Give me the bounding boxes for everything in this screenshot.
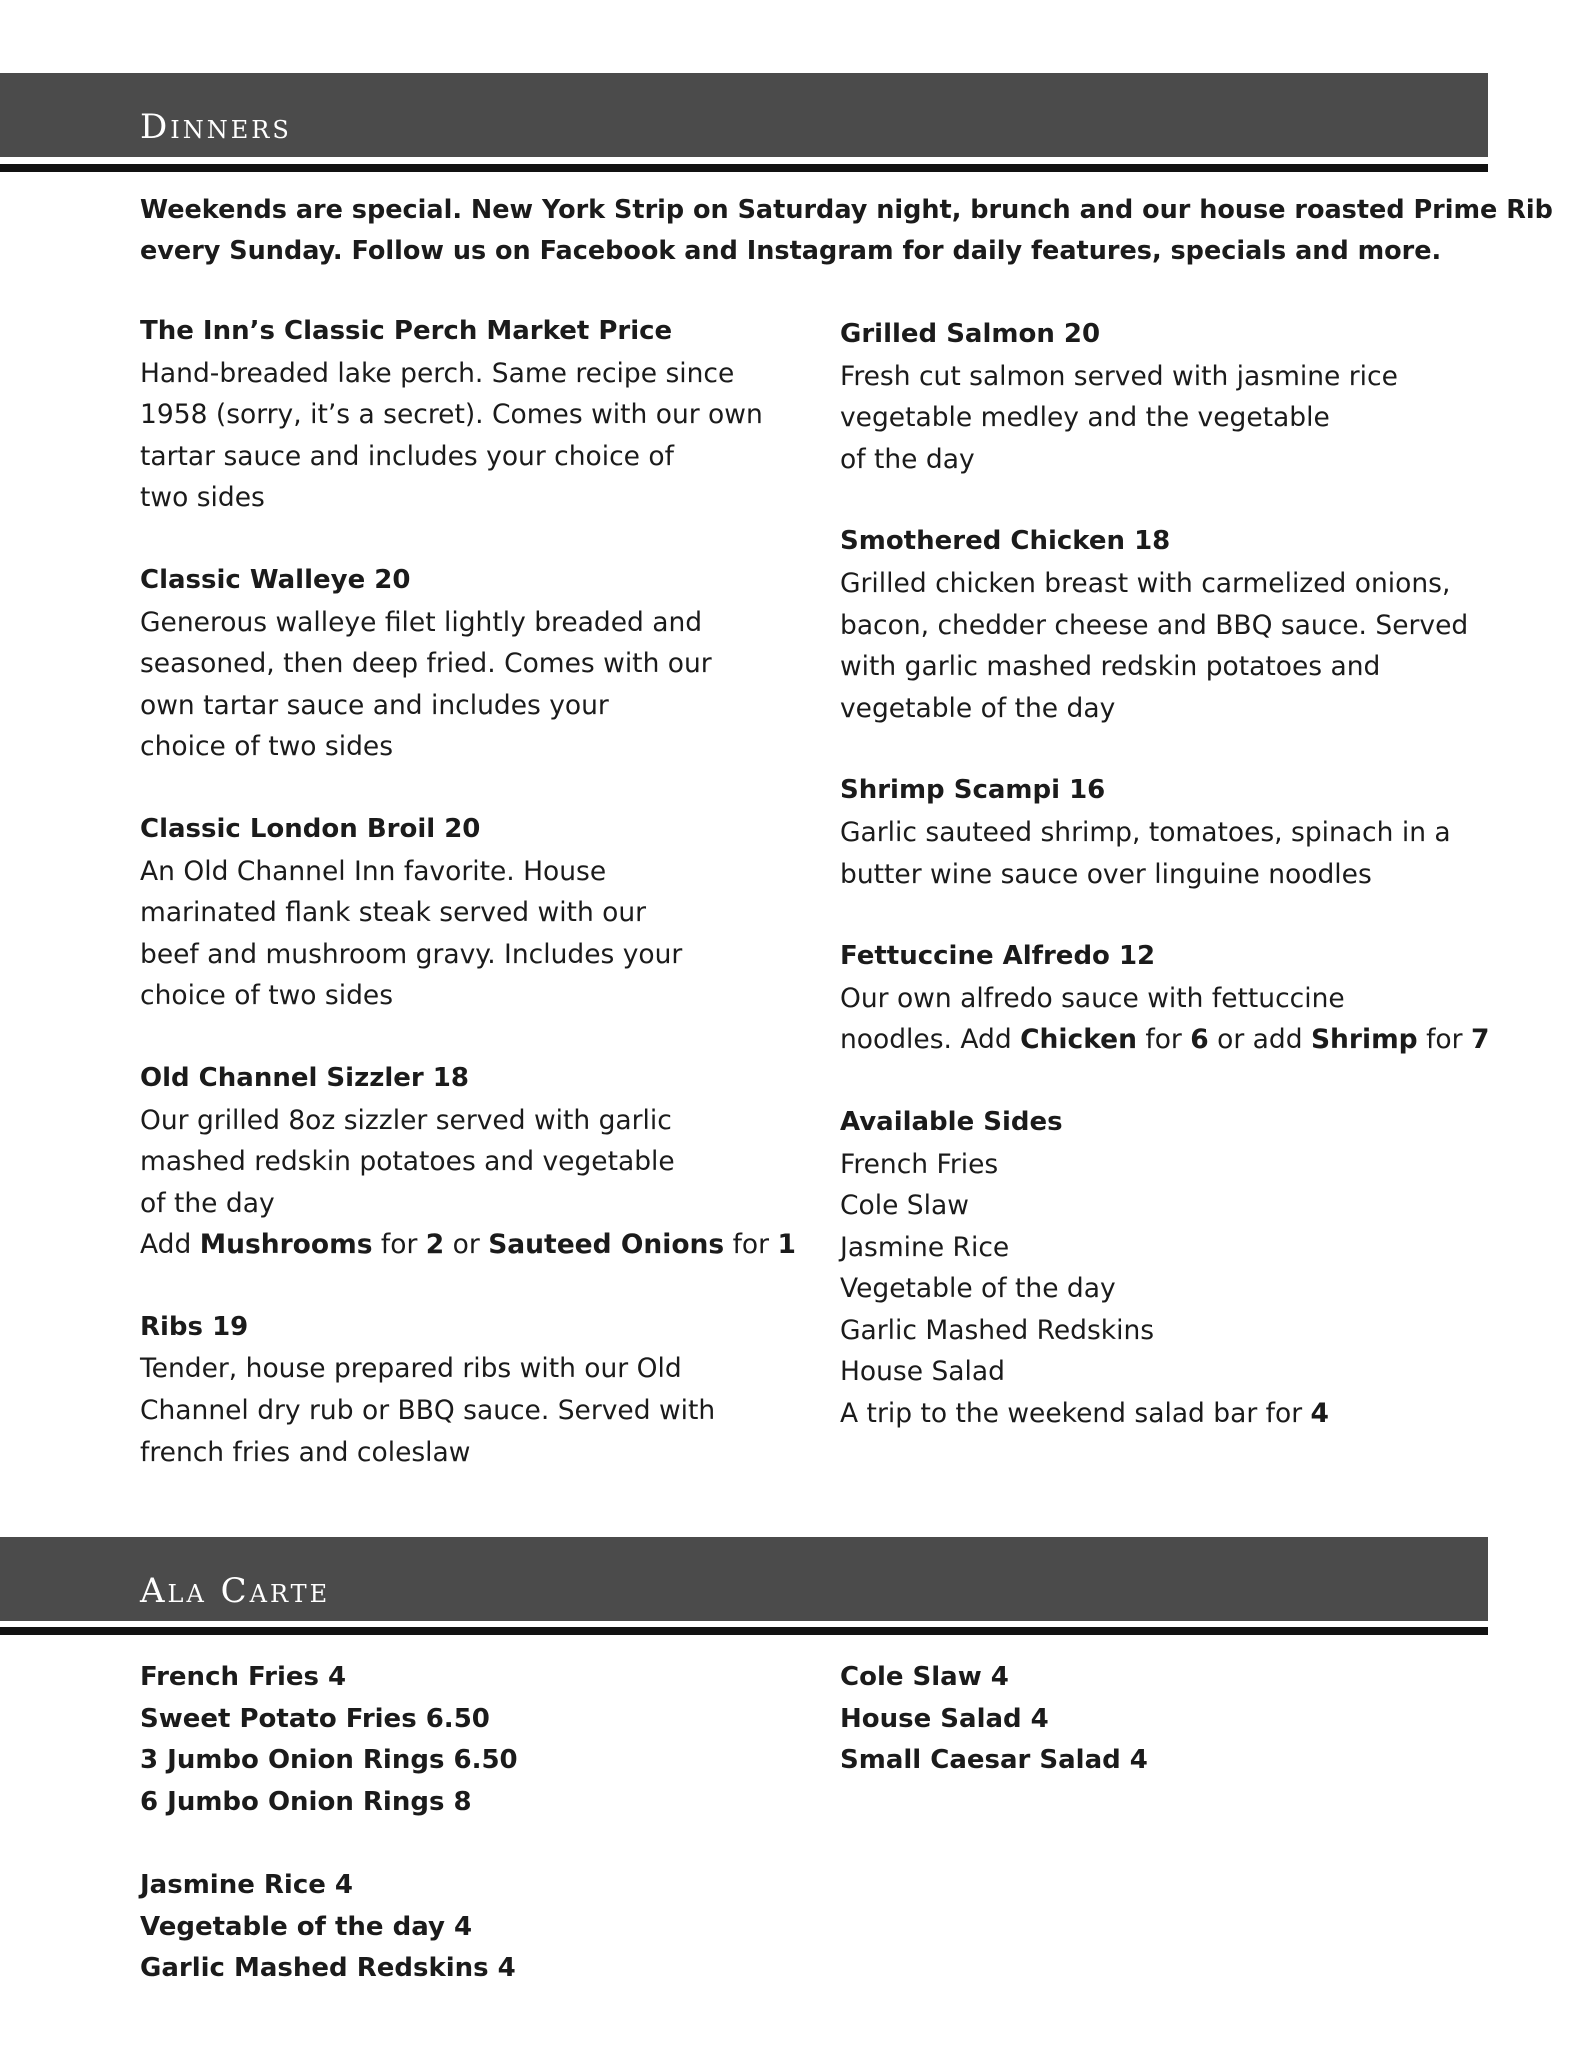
ala-carte-item: Jasmine Rice 4 bbox=[140, 1869, 354, 1900]
menu-item-highlight: 7 bbox=[1470, 1024, 1490, 1056]
dinners-left-column bbox=[140, 311, 820, 1514]
menu-item-description-line: Garlic sauteed shrimp, tomatoes, spinach in a bbox=[840, 816, 1451, 848]
menu-item-description-line: Our grilled 8oz sizzler served with garlic bbox=[140, 1104, 672, 1136]
menu-item-name: The Inn’s Classic Perch Market Price bbox=[140, 316, 673, 346]
intro-line: Weekends are special. New York Strip on Saturday night, brunch and our house roasted Prime Rib bbox=[140, 195, 1553, 225]
menu-item-description-line: Hand-breaded lake perch. Same recipe since bbox=[140, 357, 735, 389]
dinners-intro bbox=[140, 190, 1553, 272]
ala-carte-item: Garlic Mashed Redskins 4 bbox=[140, 1953, 516, 1984]
ala-carte-item: 6 Jumbo Onion Rings 8 bbox=[140, 1786, 472, 1817]
menu-item-description-line: seasoned, then deep fried. Comes with our bbox=[140, 648, 712, 680]
menu-item-description-line: Our own alfredo sauce with fettuccine bbox=[840, 982, 1345, 1014]
menu-item-name: Grilled Salmon 20 bbox=[840, 319, 1101, 349]
menu-item-description-line: Add Mushrooms for 2 or Sauteed Onions for 1 bbox=[140, 1229, 796, 1261]
menu-item-description-line: beef and mushroom gravy. Includes your bbox=[140, 938, 683, 970]
menu-item-name: Available Sides bbox=[840, 1106, 1063, 1137]
dinners-title: Dinners bbox=[140, 107, 292, 147]
ala-carte-item: Small Caesar Salad 4 bbox=[840, 1745, 1148, 1776]
menu-item-highlight: 4 bbox=[1310, 1398, 1329, 1430]
menu-item-description-line: tartar sauce and includes your choice of bbox=[140, 440, 674, 472]
ala-carte-title: Ala Carte bbox=[140, 1571, 331, 1611]
menu-item-description-line: Tender, house prepared ribs with our Old bbox=[140, 1353, 682, 1385]
menu-item-description-line: marinated flank steak served with our bbox=[140, 897, 647, 929]
menu-item-description-line: Grilled chicken breast with carmelized onions, bbox=[840, 567, 1451, 599]
dinners-right-column bbox=[840, 314, 1520, 1476]
menu-item-name: Classic Walleye 20 bbox=[140, 564, 411, 595]
menu-item-description-line: A trip to the weekend salad bar for 4 bbox=[840, 1398, 1329, 1430]
ala-carte-left-column bbox=[140, 1657, 820, 1990]
menu-item-description-line: of the day bbox=[840, 443, 975, 475]
menu-item-name: Fettuccine Alfredo 12 bbox=[840, 941, 1156, 972]
menu-item-description-line: House Salad bbox=[840, 1356, 1005, 1388]
menu-item-description-line: vegetable of the day bbox=[840, 692, 1116, 724]
menu-item bbox=[840, 521, 1520, 729]
ala-carte-item: House Salad 4 bbox=[840, 1703, 1049, 1734]
menu-item-name: Smothered Chicken 18 bbox=[840, 526, 1171, 557]
menu-item-description-line: Garlic Mashed Redskins bbox=[840, 1314, 1155, 1346]
ala-carte-item: Cole Slaw 4 bbox=[840, 1662, 1009, 1692]
menu-item bbox=[140, 311, 820, 519]
menu-item bbox=[140, 1307, 820, 1473]
menu-item-highlight: Chicken bbox=[1020, 1024, 1137, 1056]
ala-carte-item: Vegetable of the day 4 bbox=[140, 1911, 473, 1942]
menu-item-highlight: Shrimp bbox=[1310, 1024, 1418, 1056]
menu-item-description-line: French Fries bbox=[840, 1148, 999, 1180]
ala-carte-item: Sweet Potato Fries 6.50 bbox=[140, 1703, 490, 1734]
menu-item-description-line: bacon, chedder cheese and BBQ sauce. Served bbox=[840, 609, 1469, 641]
menu-item-highlight: 1 bbox=[777, 1229, 796, 1261]
ala-carte-item: French Fries 4 bbox=[140, 1662, 347, 1692]
menu-item-description-line: Vegetable of the day bbox=[840, 1273, 1116, 1305]
menu-item-description-line: french fries and coleslaw bbox=[140, 1436, 471, 1468]
menu-item-name: Old Channel Sizzler 18 bbox=[140, 1062, 469, 1093]
menu-item-description-line: Cole Slaw bbox=[840, 1190, 969, 1222]
menu-item-name: Shrimp Scampi 16 bbox=[840, 775, 1106, 806]
menu-item-highlight: Mushrooms bbox=[199, 1229, 373, 1261]
menu-item-name: Ribs 19 bbox=[140, 1311, 249, 1342]
menu-item-description-line: own tartar sauce and includes your bbox=[140, 689, 609, 721]
ala-carte-header-band bbox=[0, 1537, 1488, 1621]
menu-item bbox=[140, 1058, 820, 1266]
menu-item-description-line: 1958 (sorry, it’s a secret). Comes with our own bbox=[140, 399, 763, 431]
menu-item-description-line: butter wine sauce over linguine noodles bbox=[840, 858, 1372, 890]
menu-item bbox=[840, 770, 1520, 895]
menu-item bbox=[840, 314, 1520, 480]
ala-carte-header-rule bbox=[0, 1627, 1488, 1635]
menu-item-description-line: An Old Channel Inn favorite. House bbox=[140, 855, 607, 887]
dinners-header-rule bbox=[0, 164, 1488, 172]
menu-item bbox=[140, 809, 820, 1017]
menu-item-description-line: mashed redskin potatoes and vegetable bbox=[140, 1146, 675, 1178]
menu-item-description-line: noodles. Add Chicken for 6 or add Shrimp for 7 bbox=[840, 1024, 1490, 1056]
menu-item-description-line: two sides bbox=[140, 482, 265, 514]
menu-item-description-line: Channel dry rub or BBQ sauce. Served with bbox=[140, 1395, 716, 1427]
menu-item-description-line: Fresh cut salmon served with jasmine rice bbox=[840, 360, 1398, 392]
menu-item bbox=[140, 560, 820, 768]
ala-carte-right-column bbox=[840, 1657, 1520, 1782]
menu-item-description-line: Jasmine Rice bbox=[840, 1231, 1010, 1263]
menu-item-description-line: choice of two sides bbox=[140, 731, 394, 763]
menu-item-description-line: Generous walleye filet lightly breaded and bbox=[140, 606, 703, 638]
menu-item bbox=[840, 936, 1520, 1061]
menu-item-description-line: choice of two sides bbox=[140, 980, 394, 1012]
dinners-header-band bbox=[0, 73, 1488, 157]
ala-carte-item: 3 Jumbo Onion Rings 6.50 bbox=[140, 1745, 518, 1776]
menu-item-highlight: Sauteed Onions bbox=[488, 1229, 725, 1261]
menu-item-name: Classic London Broil 20 bbox=[140, 813, 481, 844]
menu-item bbox=[840, 1102, 1520, 1435]
menu-item-highlight: 2 bbox=[425, 1229, 445, 1261]
ala-carte-spacer bbox=[140, 1823, 820, 1865]
intro-line: every Sunday. Follow us on Facebook and Instagram for daily features, specials and more. bbox=[140, 236, 1442, 266]
menu-item-highlight: 6 bbox=[1190, 1024, 1209, 1056]
menu-item-description-line: vegetable medley and the vegetable bbox=[840, 402, 1330, 434]
menu-item-description-line: of the day bbox=[140, 1187, 275, 1219]
menu-item-description-line: with garlic mashed redskin potatoes and bbox=[840, 651, 1381, 683]
